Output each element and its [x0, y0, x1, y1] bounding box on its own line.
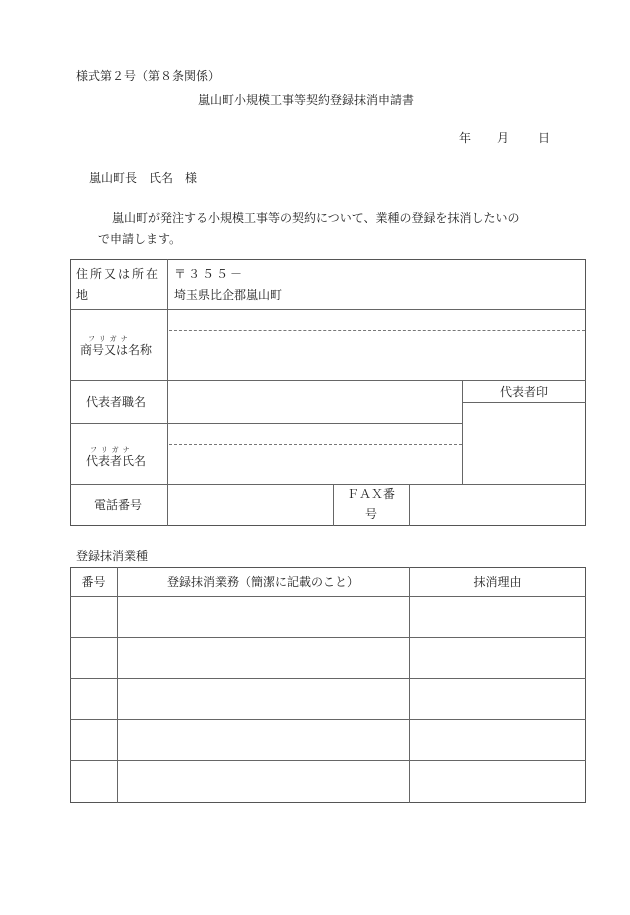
seal-area — [463, 403, 585, 484]
rep-title-field[interactable] — [168, 381, 462, 423]
form-number: 様式第２号（第８条関係） — [76, 69, 221, 83]
body-text-line2: で申請します。 — [98, 232, 182, 246]
furigana-label: フリガナ — [90, 446, 134, 454]
number-cell[interactable] — [71, 597, 117, 637]
phone-field[interactable] — [168, 485, 333, 525]
business-cell[interactable] — [118, 720, 409, 760]
fax-label: ＦＡＸ番 — [346, 487, 395, 501]
reason-cell[interactable] — [410, 638, 585, 678]
address-field[interactable]: 埼玉県比企郡嵐山町 — [174, 288, 283, 302]
rep-title-label: 代表者職名 — [86, 395, 147, 409]
furigana-label: フリガナ — [88, 335, 132, 343]
phone-label: 電話番号 — [94, 498, 143, 512]
business-cell[interactable] — [118, 638, 409, 678]
date-year: 年 — [459, 131, 472, 145]
column-header-number: 番号 — [81, 575, 106, 589]
date-day: 日 — [538, 131, 551, 145]
seal-label: 代表者印 — [499, 385, 548, 399]
company-name-field[interactable] — [168, 310, 585, 380]
section-title: 登録抹消業種 — [76, 549, 149, 563]
address-label-cont: 地 — [76, 288, 89, 302]
column-header-reason: 抹消理由 — [473, 575, 522, 589]
reason-cell[interactable] — [410, 597, 585, 637]
number-cell[interactable] — [71, 679, 117, 719]
page-title: 嵐山町小規模工事等契約登録抹消申請書 — [198, 93, 415, 107]
business-cell[interactable] — [118, 679, 409, 719]
address-label: 住所又は所在 — [76, 267, 161, 281]
number-cell[interactable] — [71, 638, 117, 678]
fax-field[interactable] — [410, 485, 585, 525]
rep-name-label: 代表者氏名 — [86, 454, 147, 468]
column-header-business: 登録抹消業務（簡潔に記載のこと） — [166, 575, 359, 589]
reason-cell[interactable] — [410, 761, 585, 801]
business-cell[interactable] — [118, 761, 409, 801]
number-cell[interactable] — [71, 761, 117, 801]
business-cell[interactable] — [118, 597, 409, 637]
body-text-line1: 嵐山町が発注する小規模工事等の契約について、業種の登録を抹消したいの — [112, 211, 520, 225]
date-month: 月 — [497, 131, 510, 145]
reason-cell[interactable] — [410, 679, 585, 719]
fax-label-cont: 号 — [364, 507, 377, 521]
reason-cell[interactable] — [410, 720, 585, 760]
rep-name-field[interactable] — [168, 424, 462, 484]
postal-code-field[interactable]: 〒３５５－ — [174, 267, 245, 281]
number-cell[interactable] — [71, 720, 117, 760]
addressee: 嵐山町長 氏名 様 — [89, 171, 198, 185]
company-name-label: 商号又は名称 — [80, 343, 153, 357]
